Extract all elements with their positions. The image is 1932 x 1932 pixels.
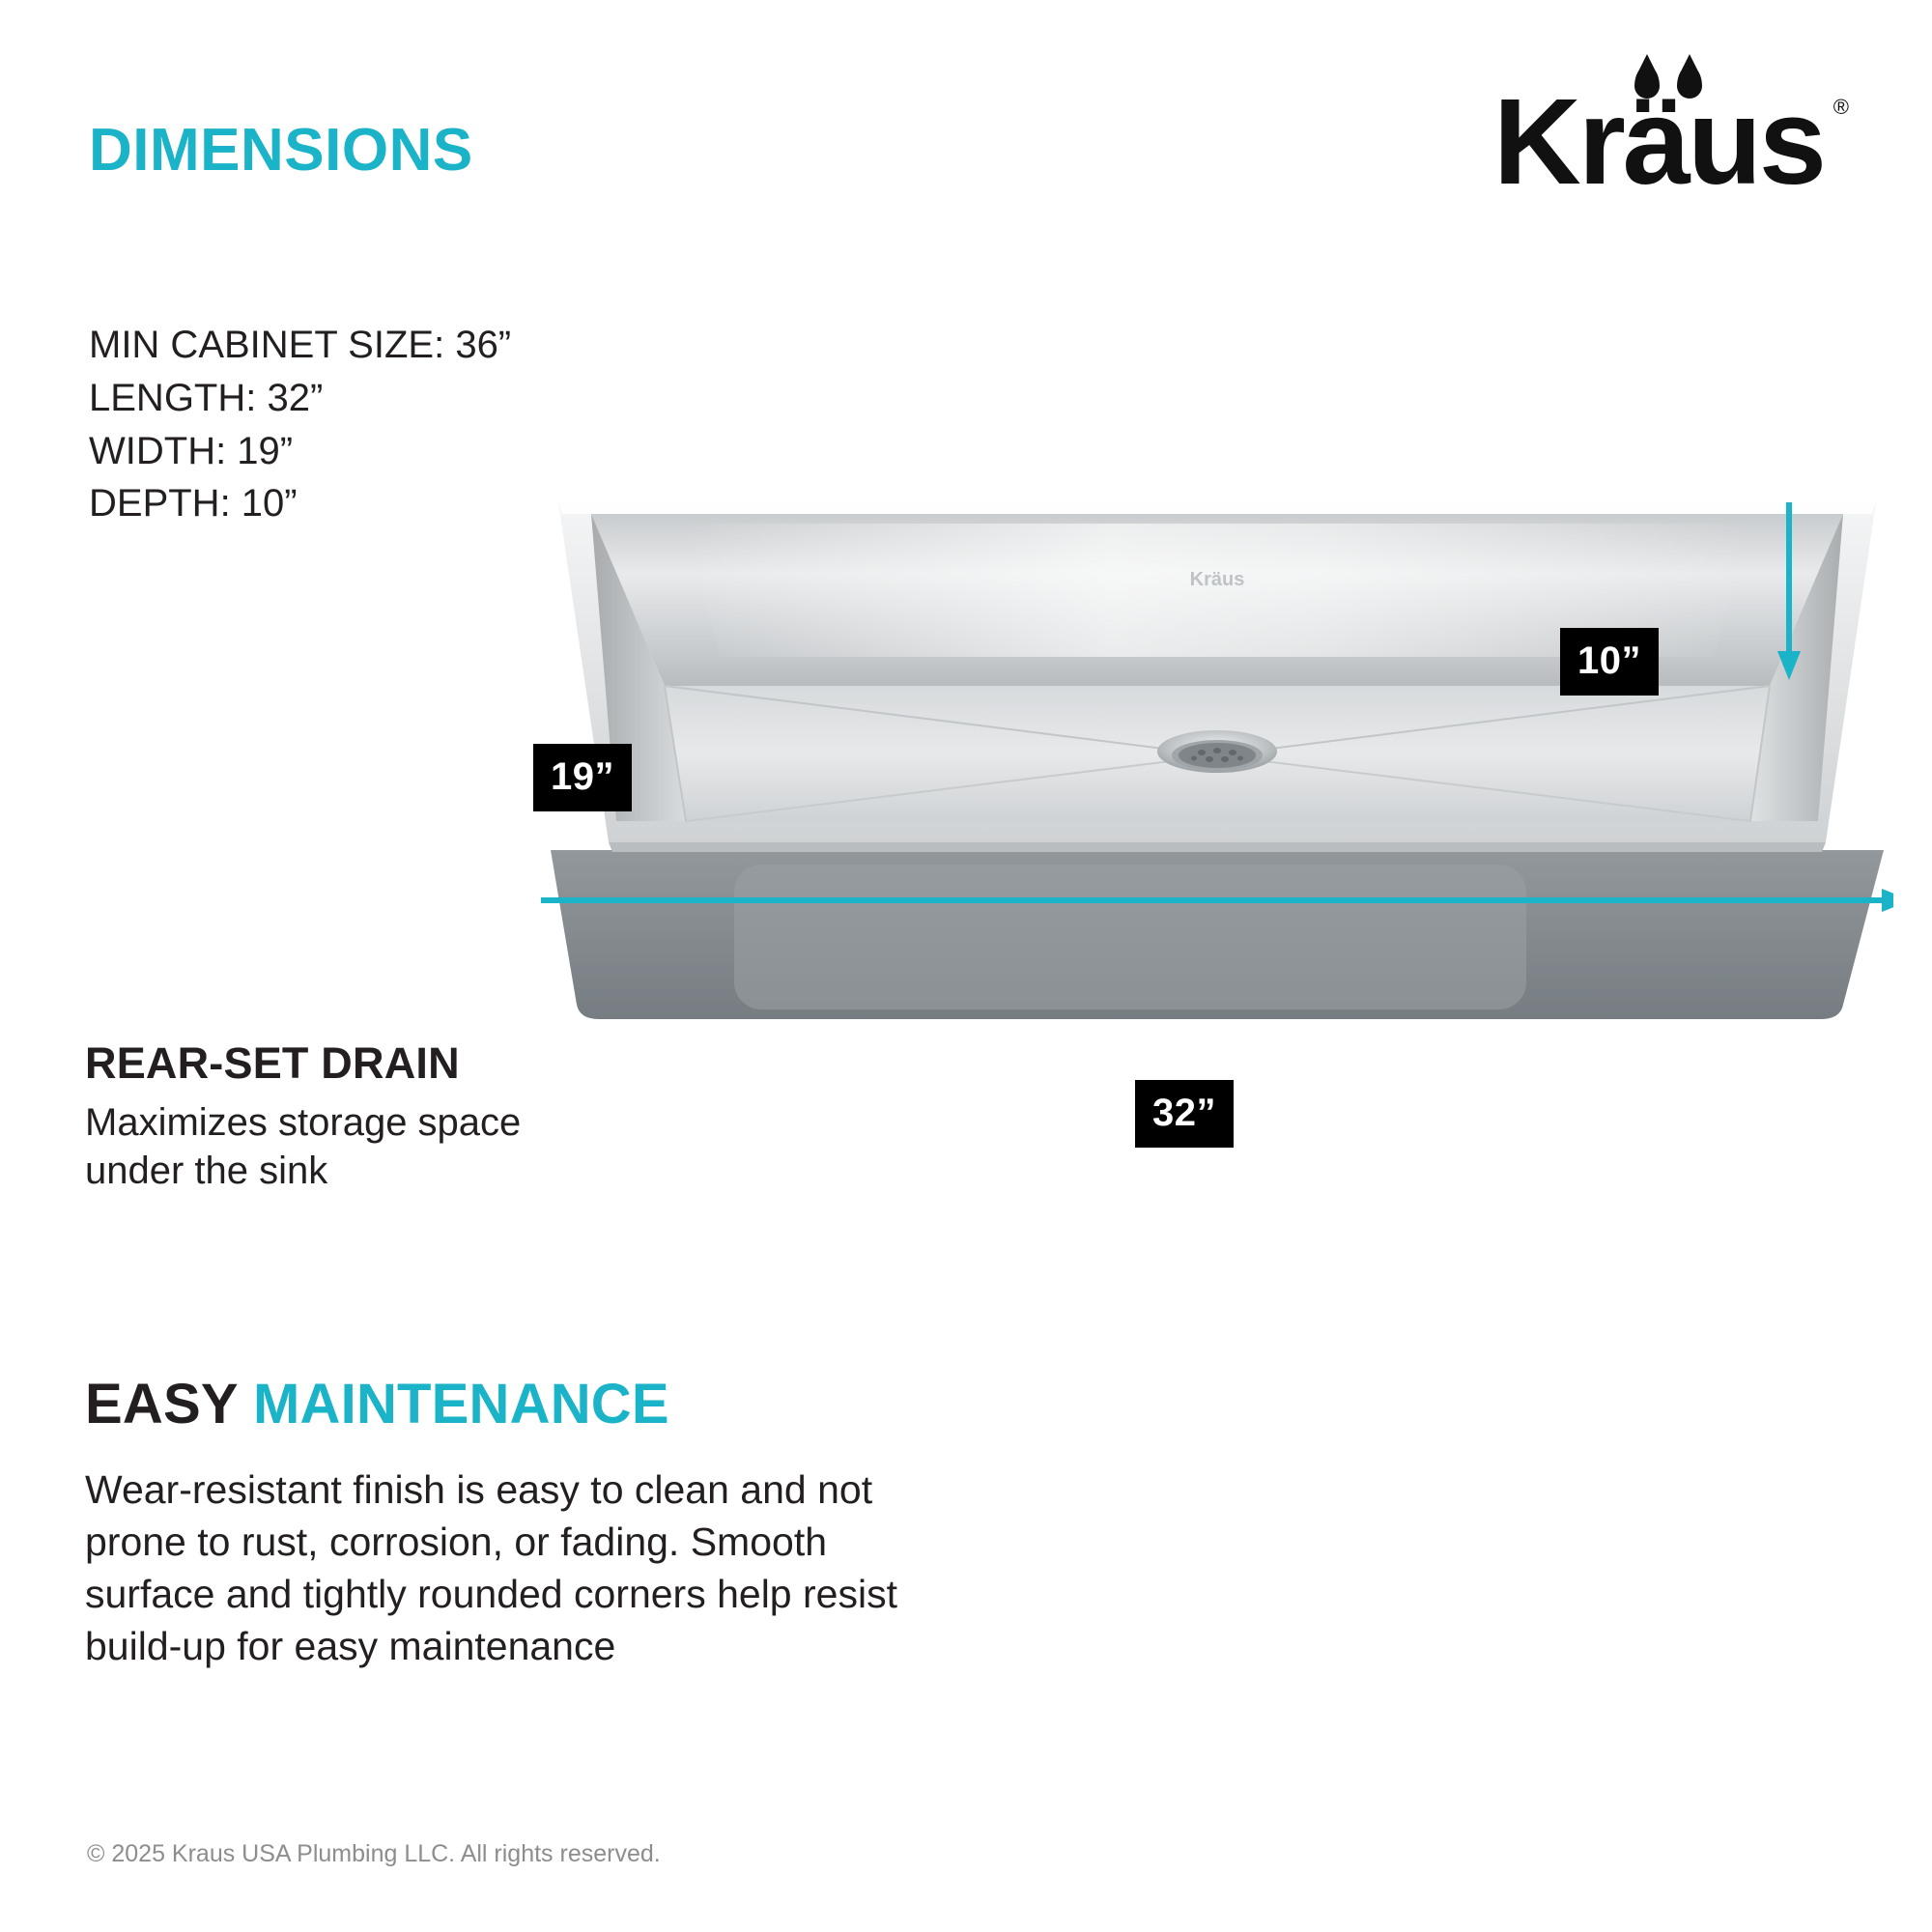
dimension-label-width: 19” bbox=[533, 744, 632, 811]
spec-line-width: WIDTH: 19” bbox=[89, 429, 294, 472]
dimension-label-depth: 10” bbox=[1560, 628, 1659, 696]
sink-diagram bbox=[541, 502, 1893, 1294]
brand-wordmark: Kräus bbox=[1492, 73, 1824, 210]
specification-list bbox=[89, 319, 511, 530]
spec-line-min-cabinet: MIN CABINET SIZE: 36” bbox=[89, 324, 512, 366]
feature-rear-set-drain-title: REAR-SET DRAIN bbox=[85, 1038, 460, 1088]
engraved-brand-label: Kräus bbox=[1189, 569, 1245, 590]
feature-easy-maintenance-title-dark: EASY bbox=[85, 1373, 238, 1435]
copyright-footer: © 2025 Kraus USA Plumbing LLC. All rights reserved. bbox=[87, 1840, 661, 1867]
page-title: DIMENSIONS bbox=[89, 117, 473, 184]
feature-easy-maintenance-body: Wear-resistant finish is easy to clean and not prone to rust, corrosion, or fading. Smooth surface and tightly rounded corners help resist build-up for easy maintenance bbox=[85, 1467, 897, 1669]
feature-easy-maintenance-title-teal: MAINTENANCE bbox=[253, 1373, 669, 1435]
feature-easy-maintenance-title bbox=[85, 1372, 935, 1436]
brand-logo bbox=[1395, 60, 1849, 210]
spec-line-length: LENGTH: 32” bbox=[89, 376, 324, 419]
feature-rear-set-drain bbox=[85, 1038, 539, 1196]
dimension-label-length: 32” bbox=[1135, 1080, 1234, 1148]
spec-line-depth: DEPTH: 10” bbox=[89, 482, 298, 526]
feature-rear-set-drain-body: Maximizes storage space under the sink bbox=[85, 1101, 522, 1193]
registered-trademark-icon: ® bbox=[1833, 95, 1849, 119]
feature-easy-maintenance bbox=[85, 1372, 935, 1672]
